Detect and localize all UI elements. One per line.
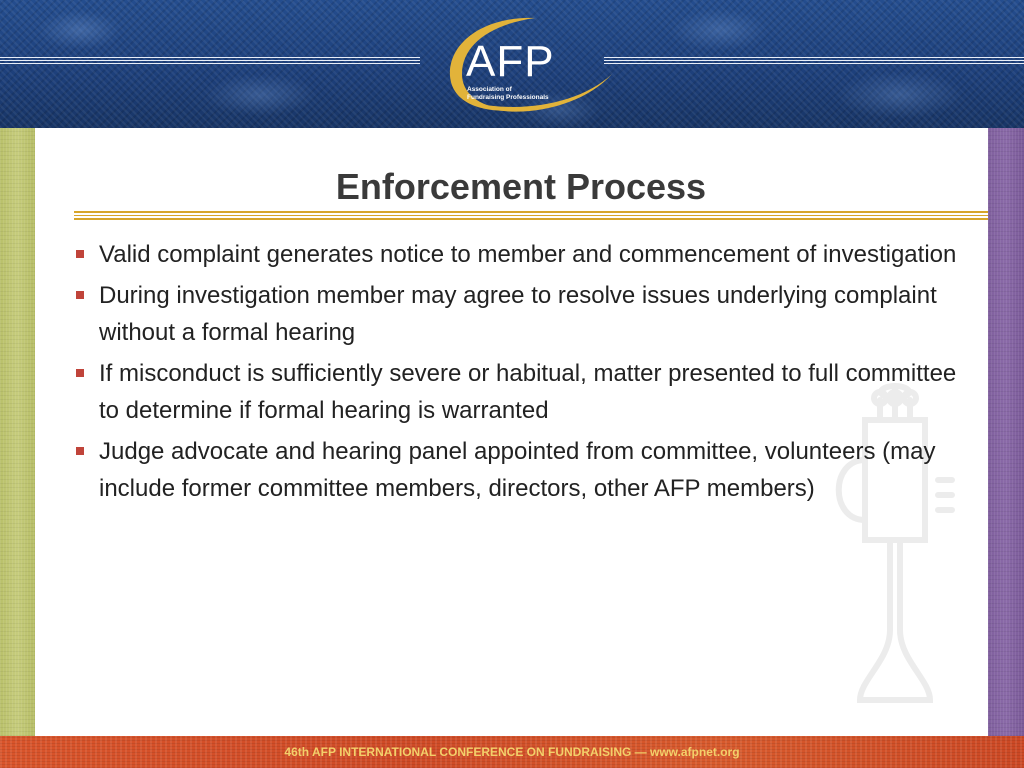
bullet-text: Valid complaint generates notice to member and commencement of investigation xyxy=(99,241,957,268)
bullet-item xyxy=(74,277,974,351)
footer-banner xyxy=(0,736,1024,768)
bullet-item xyxy=(74,355,974,429)
footer-text: 46th AFP INTERNATIONAL CONFERENCE ON FUNDRAISING — www.afpnet.org xyxy=(284,745,740,759)
logo-wordmark: AFP xyxy=(466,37,555,86)
bullet-text: If misconduct is sufficiently severe or habitual, matter presented to full committee to determine if formal hearing is warranted xyxy=(99,360,957,424)
afp-logo xyxy=(440,14,615,116)
logo-subtitle: Association of Fundraising Professionals xyxy=(467,86,549,101)
header-rule-right xyxy=(604,57,1024,66)
bullet-item xyxy=(74,433,974,507)
square-bullet-icon xyxy=(76,447,84,455)
bullet-text: During investigation member may agree to resolve issues underlying complaint without a formal hearing xyxy=(99,282,937,346)
bullet-list xyxy=(74,236,974,511)
bullet-text: Judge advocate and hearing panel appointed from committee, volunteers (may include former committee members, directors, other AFP members) xyxy=(99,438,936,502)
slide-title: Enforcement Process xyxy=(335,166,707,207)
left-accent-bar xyxy=(0,128,35,736)
title-underline-rule xyxy=(74,211,988,220)
right-accent-bar xyxy=(988,128,1024,736)
square-bullet-icon xyxy=(76,250,84,258)
bullet-item xyxy=(74,236,974,273)
header-rule-left xyxy=(0,57,420,66)
square-bullet-icon xyxy=(76,369,84,377)
header-banner xyxy=(0,0,1024,128)
square-bullet-icon xyxy=(76,291,84,299)
